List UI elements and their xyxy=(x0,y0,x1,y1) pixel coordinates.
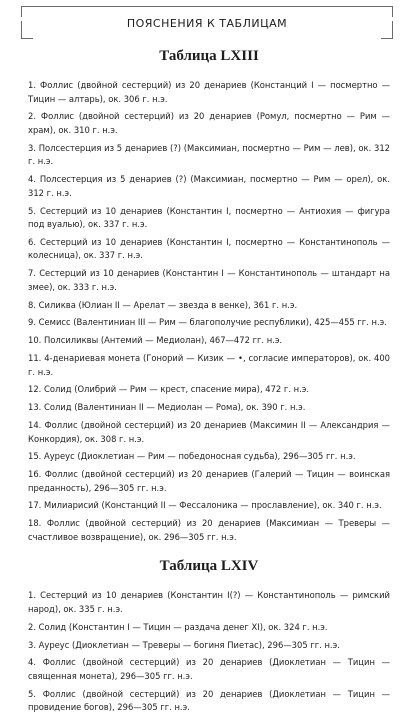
list-item: 1. Сестерций из 10 денариев (Константин I(?) — Константинополь — римский народ), ок. 335 г. н.э. xyxy=(28,590,390,614)
list-item: 11. 4-денариевая монета (Гонорий — Кизик — •, согласие императоров), ок. 400 г. н.э. xyxy=(28,352,390,377)
entry-list xyxy=(28,589,390,715)
frame-corner-right xyxy=(381,38,393,39)
list-item: 3. Ауреус (Диоклетиан — Треверы — богиня Пиетас), 296—305 гг. н.э. xyxy=(28,639,340,650)
frame-line-left xyxy=(21,7,22,17)
entry-list xyxy=(28,79,390,544)
list-item: 17. Милиарисий (Констанций II — Фессалоника — прославление), ок. 340 г. н.э. xyxy=(28,500,382,511)
list-item: 4. Фоллис (двойной сестерций) из 20 денариев (Диоклетиан — Тицин — священная монета), 296—305 гг. н.э. xyxy=(28,657,390,681)
list-item: 12. Солид (Олибрий — Рим — крест, спасение мира), 472 г. н.э. xyxy=(28,384,310,395)
list-item: 5. Сестерций из 10 денариев (Константин I, посмертно — Антиохия — фигура под вуалью), ок. 337 г. н.э. xyxy=(28,205,390,230)
frame-line-right xyxy=(392,7,393,17)
list-item: 7. Сестерций из 10 денариев (Константин I — Константинополь — штандарт на змее), ок. 333 г. н.э. xyxy=(28,268,390,292)
list-item: 9. Семисс (Валентиниан III — Рим — благополучие республики), 425—455 гг. н.э. xyxy=(28,317,387,328)
list-item: 10. Полсиликвы (Антемий — Медиолан), 467—472 гг. н.э. xyxy=(28,335,283,346)
header-frame xyxy=(21,6,393,39)
table-section-lxiii xyxy=(28,48,390,544)
page-content xyxy=(28,48,390,719)
list-item: 2. Фоллис (двойной сестерций) из 20 денариев (Ромул, посмертно — Рим — храм), ок. 310 г. н.э. xyxy=(28,111,390,135)
list-item: 6. Сестерций из 10 денариев (Константин I, посмертно — Константинополь — колесница), ок. 337 г. н.э. xyxy=(28,236,390,261)
list-item: 14. Фоллис (двойной сестерций) из 20 денариев (Максимин II — Александрия — Конкордия), ок. 308 г. н.э. xyxy=(28,419,390,444)
list-item: 15. Ауреус (Диоклетиан — Рим — победоносная судьба), 296—305 гг. н.э. xyxy=(28,451,356,462)
table-section-lxiv xyxy=(28,558,390,715)
list-item: 1. Фоллис (двойной сестерций) из 20 денариев (Констанций I — посмертно — Тицин — алтарь), ок. 306 г. н.э. xyxy=(28,80,390,104)
list-item: 4. Полсестерция из 5 денариев (?) (Максимиан, посмертно — Рим — орел), ок. 312 г. н.э. xyxy=(28,174,390,198)
list-item: 3. Полсестерция из 5 денариев (?) (Максимиан, посмертно — Рим — лев), ок. 312 г. н.э. xyxy=(28,142,390,167)
list-item: 18. Фоллис (двойной сестерций) из 20 денариев (Максимиан — Треверы — счастливое возвращение), ок. 296—305 гг. н.э. xyxy=(28,518,390,542)
list-item: 13. Солид (Валентиниан II — Медиолан — Рома), ок. 390 г. н.э. xyxy=(28,402,306,413)
list-item: 5. Фоллис (двойной сестерций) из 20 денариев (Диоклетиан — Тицин — провидение богов), 296—305 гг. н.э. xyxy=(28,688,390,713)
running-head: ПОЯСНЕНИЯ К ТАБЛИЦАМ xyxy=(126,17,288,30)
list-item: 2. Солид (Константин I — Тицин — раздача денег XI), ок. 324 г. н.э. xyxy=(28,621,328,632)
list-item: 8. Силиква (Юлиан II — Арелат — звезда в венке), 361 г. н.э. xyxy=(28,299,298,310)
section-title: Таблица LXIII xyxy=(159,48,259,64)
section-title: Таблица LXIV xyxy=(159,558,259,575)
frame-corner-left xyxy=(21,38,33,39)
list-item: 16. Фоллис (двойной сестерций) из 20 денариев (Галерий — Тицин — воинская преданность), 296—305 гг. н.э. xyxy=(28,469,390,493)
